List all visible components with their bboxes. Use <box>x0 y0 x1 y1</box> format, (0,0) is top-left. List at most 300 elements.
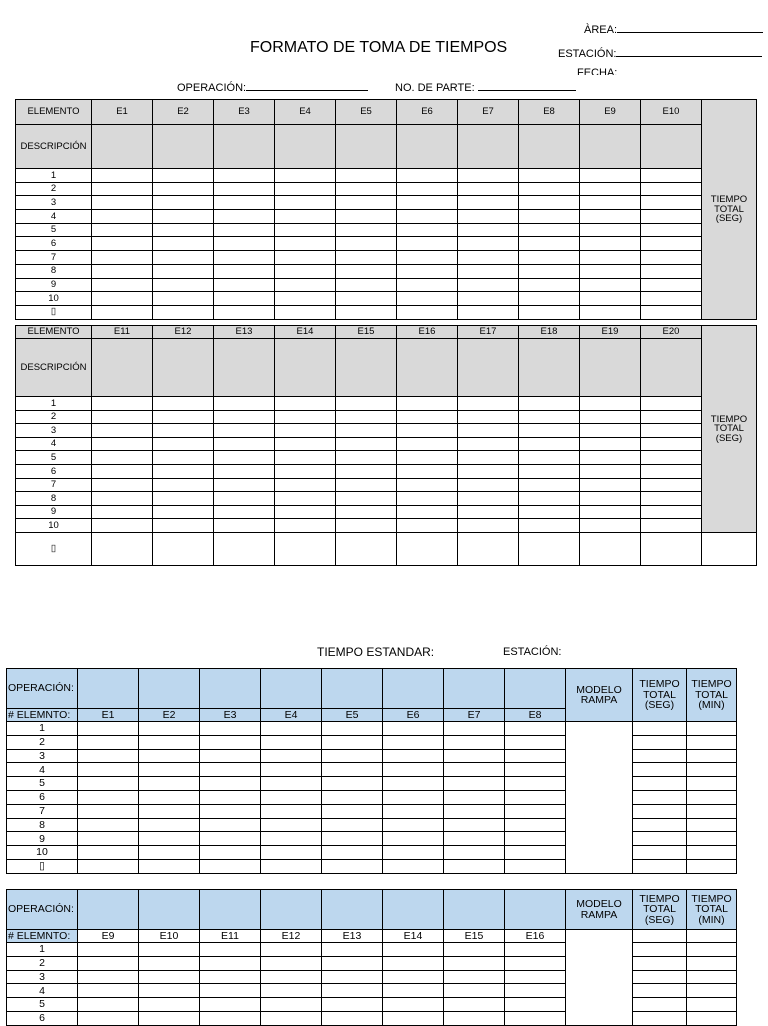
time-cell[interactable] <box>383 984 444 998</box>
time-cell[interactable] <box>200 818 261 832</box>
time-cell[interactable] <box>458 478 519 492</box>
seg-cell[interactable] <box>633 1011 687 1025</box>
descripcion-cell[interactable] <box>214 339 275 397</box>
time-cell[interactable] <box>505 818 566 832</box>
time-cell[interactable] <box>397 292 458 306</box>
time-cell[interactable] <box>261 998 322 1012</box>
time-cell[interactable] <box>336 251 397 265</box>
time-cell[interactable] <box>275 519 336 533</box>
time-cell[interactable] <box>214 397 275 411</box>
time-cell[interactable] <box>580 397 641 411</box>
descripcion-cell[interactable] <box>275 339 336 397</box>
time-cell[interactable] <box>397 251 458 265</box>
time-cell[interactable] <box>641 292 702 306</box>
time-cell[interactable] <box>92 464 153 478</box>
time-cell[interactable] <box>200 832 261 846</box>
time-cell[interactable] <box>641 182 702 196</box>
time-cell[interactable] <box>261 943 322 957</box>
area-field[interactable] <box>584 22 763 36</box>
time-cell[interactable] <box>92 169 153 183</box>
time-cell[interactable] <box>139 956 200 970</box>
time-cell[interactable] <box>444 1011 505 1025</box>
time-cell[interactable] <box>139 804 200 818</box>
time-cell[interactable] <box>397 492 458 506</box>
time-cell[interactable] <box>275 237 336 251</box>
sum-cell[interactable] <box>383 859 444 873</box>
sum-cell[interactable] <box>458 305 519 319</box>
time-cell[interactable] <box>261 804 322 818</box>
time-cell[interactable] <box>261 790 322 804</box>
sum-cell[interactable] <box>336 305 397 319</box>
time-cell[interactable] <box>519 519 580 533</box>
time-cell[interactable] <box>92 196 153 210</box>
time-cell[interactable] <box>519 278 580 292</box>
time-cell[interactable] <box>322 777 383 791</box>
time-cell[interactable] <box>641 264 702 278</box>
time-cell[interactable] <box>505 998 566 1012</box>
time-cell[interactable] <box>200 763 261 777</box>
time-cell[interactable] <box>641 478 702 492</box>
descripcion-cell[interactable] <box>519 339 580 397</box>
time-cell[interactable] <box>214 478 275 492</box>
operacion-cell[interactable] <box>322 669 383 709</box>
time-cell[interactable] <box>78 984 139 998</box>
time-cell[interactable] <box>336 210 397 224</box>
time-cell[interactable] <box>505 763 566 777</box>
time-cell[interactable] <box>505 777 566 791</box>
sum-cell[interactable] <box>275 532 336 565</box>
time-cell[interactable] <box>444 722 505 736</box>
time-cell[interactable] <box>200 722 261 736</box>
time-cell[interactable] <box>322 818 383 832</box>
min-cell[interactable] <box>687 930 737 943</box>
time-cell[interactable] <box>383 998 444 1012</box>
seg-cell[interactable] <box>633 970 687 984</box>
time-cell[interactable] <box>397 223 458 237</box>
time-cell[interactable] <box>505 790 566 804</box>
modelo-rampa-cell[interactable] <box>566 930 633 1026</box>
time-cell[interactable] <box>336 492 397 506</box>
time-cell[interactable] <box>214 278 275 292</box>
descripcion-cell[interactable] <box>641 339 702 397</box>
time-cell[interactable] <box>458 437 519 451</box>
sum-cell[interactable] <box>92 532 153 565</box>
time-cell[interactable] <box>214 424 275 438</box>
time-cell[interactable] <box>458 169 519 183</box>
time-cell[interactable] <box>153 519 214 533</box>
time-cell[interactable] <box>336 278 397 292</box>
seg-cell[interactable] <box>633 735 687 749</box>
descripcion-cell[interactable] <box>275 125 336 169</box>
time-cell[interactable] <box>78 763 139 777</box>
time-cell[interactable] <box>92 251 153 265</box>
time-cell[interactable] <box>275 505 336 519</box>
min-cell[interactable] <box>687 846 737 860</box>
time-cell[interactable] <box>92 410 153 424</box>
descripcion-cell[interactable] <box>336 125 397 169</box>
time-cell[interactable] <box>505 804 566 818</box>
time-cell[interactable] <box>641 237 702 251</box>
time-cell[interactable] <box>153 292 214 306</box>
time-cell[interactable] <box>275 464 336 478</box>
time-cell[interactable] <box>641 437 702 451</box>
time-cell[interactable] <box>580 182 641 196</box>
descripcion-cell[interactable] <box>580 125 641 169</box>
time-cell[interactable] <box>78 998 139 1012</box>
time-cell[interactable] <box>261 763 322 777</box>
time-cell[interactable] <box>580 210 641 224</box>
descripcion-cell[interactable] <box>519 125 580 169</box>
time-cell[interactable] <box>336 424 397 438</box>
seg-cell[interactable] <box>633 984 687 998</box>
seg-cell[interactable] <box>633 859 687 873</box>
sum-cell[interactable] <box>153 532 214 565</box>
time-cell[interactable] <box>275 292 336 306</box>
operacion-cell[interactable] <box>322 890 383 930</box>
time-cell[interactable] <box>641 451 702 465</box>
time-cell[interactable] <box>78 777 139 791</box>
time-cell[interactable] <box>458 292 519 306</box>
time-cell[interactable] <box>641 223 702 237</box>
time-cell[interactable] <box>458 264 519 278</box>
time-cell[interactable] <box>275 264 336 278</box>
operacion-field[interactable] <box>177 80 368 94</box>
time-cell[interactable] <box>444 943 505 957</box>
sum-cell[interactable] <box>397 532 458 565</box>
time-cell[interactable] <box>336 292 397 306</box>
time-cell[interactable] <box>92 210 153 224</box>
time-cell[interactable] <box>641 492 702 506</box>
time-cell[interactable] <box>322 984 383 998</box>
time-cell[interactable] <box>322 832 383 846</box>
time-cell[interactable] <box>78 735 139 749</box>
time-cell[interactable] <box>458 492 519 506</box>
descripcion-cell[interactable] <box>397 125 458 169</box>
min-cell[interactable] <box>687 818 737 832</box>
time-cell[interactable] <box>78 943 139 957</box>
time-cell[interactable] <box>397 196 458 210</box>
time-cell[interactable] <box>275 278 336 292</box>
descripcion-cell[interactable] <box>153 339 214 397</box>
time-cell[interactable] <box>397 278 458 292</box>
time-cell[interactable] <box>92 264 153 278</box>
time-cell[interactable] <box>383 970 444 984</box>
operacion-cell[interactable] <box>261 669 322 709</box>
time-cell[interactable] <box>458 182 519 196</box>
time-cell[interactable] <box>214 182 275 196</box>
min-cell[interactable] <box>687 859 737 873</box>
estacion-field[interactable] <box>558 46 762 60</box>
seg-cell[interactable] <box>633 832 687 846</box>
time-cell[interactable] <box>383 804 444 818</box>
time-cell[interactable] <box>458 196 519 210</box>
time-cell[interactable] <box>153 251 214 265</box>
time-cell[interactable] <box>275 182 336 196</box>
time-cell[interactable] <box>92 424 153 438</box>
time-cell[interactable] <box>580 292 641 306</box>
time-cell[interactable] <box>641 169 702 183</box>
time-cell[interactable] <box>200 998 261 1012</box>
time-cell[interactable] <box>261 818 322 832</box>
time-cell[interactable] <box>92 478 153 492</box>
descripcion-cell[interactable] <box>397 339 458 397</box>
time-cell[interactable] <box>92 237 153 251</box>
time-cell[interactable] <box>383 790 444 804</box>
sum-cell[interactable] <box>519 305 580 319</box>
operacion-cell[interactable] <box>139 890 200 930</box>
time-cell[interactable] <box>275 223 336 237</box>
time-cell[interactable] <box>444 846 505 860</box>
min-cell[interactable] <box>687 998 737 1012</box>
time-cell[interactable] <box>397 505 458 519</box>
time-cell[interactable] <box>519 437 580 451</box>
time-cell[interactable] <box>153 478 214 492</box>
time-cell[interactable] <box>214 210 275 224</box>
time-cell[interactable] <box>336 505 397 519</box>
time-cell[interactable] <box>641 464 702 478</box>
time-cell[interactable] <box>275 169 336 183</box>
time-cell[interactable] <box>214 492 275 506</box>
time-cell[interactable] <box>153 223 214 237</box>
min-cell[interactable] <box>687 749 737 763</box>
time-cell[interactable] <box>92 505 153 519</box>
time-cell[interactable] <box>153 278 214 292</box>
time-cell[interactable] <box>261 846 322 860</box>
time-cell[interactable] <box>383 763 444 777</box>
time-cell[interactable] <box>275 410 336 424</box>
time-cell[interactable] <box>641 505 702 519</box>
operacion-cell[interactable] <box>444 890 505 930</box>
time-cell[interactable] <box>444 735 505 749</box>
operacion-cell[interactable] <box>444 669 505 709</box>
time-cell[interactable] <box>336 397 397 411</box>
time-cell[interactable] <box>641 196 702 210</box>
time-cell[interactable] <box>458 223 519 237</box>
time-cell[interactable] <box>458 397 519 411</box>
time-cell[interactable] <box>580 278 641 292</box>
time-cell[interactable] <box>519 410 580 424</box>
time-cell[interactable] <box>139 846 200 860</box>
time-cell[interactable] <box>383 943 444 957</box>
operacion-cell[interactable] <box>78 669 139 709</box>
time-cell[interactable] <box>78 846 139 860</box>
time-cell[interactable] <box>519 223 580 237</box>
time-cell[interactable] <box>261 956 322 970</box>
operacion-cell[interactable] <box>383 890 444 930</box>
descripcion-cell[interactable] <box>92 339 153 397</box>
time-cell[interactable] <box>519 505 580 519</box>
time-cell[interactable] <box>505 722 566 736</box>
time-cell[interactable] <box>444 749 505 763</box>
time-cell[interactable] <box>580 464 641 478</box>
time-cell[interactable] <box>322 790 383 804</box>
time-cell[interactable] <box>78 818 139 832</box>
time-cell[interactable] <box>139 998 200 1012</box>
time-cell[interactable] <box>519 478 580 492</box>
time-cell[interactable] <box>397 478 458 492</box>
time-cell[interactable] <box>397 464 458 478</box>
time-cell[interactable] <box>78 790 139 804</box>
time-cell[interactable] <box>214 223 275 237</box>
time-cell[interactable] <box>92 437 153 451</box>
sum-cell[interactable] <box>458 532 519 565</box>
sum-cell[interactable] <box>92 305 153 319</box>
time-cell[interactable] <box>505 846 566 860</box>
time-cell[interactable] <box>444 984 505 998</box>
sum-cell[interactable] <box>580 305 641 319</box>
time-cell[interactable] <box>444 956 505 970</box>
time-cell[interactable] <box>139 943 200 957</box>
sum-cell[interactable] <box>444 859 505 873</box>
time-cell[interactable] <box>275 478 336 492</box>
descripcion-cell[interactable] <box>214 125 275 169</box>
time-cell[interactable] <box>383 956 444 970</box>
time-cell[interactable] <box>519 464 580 478</box>
time-cell[interactable] <box>444 970 505 984</box>
time-cell[interactable] <box>153 397 214 411</box>
min-cell[interactable] <box>687 943 737 957</box>
time-cell[interactable] <box>200 804 261 818</box>
time-cell[interactable] <box>275 397 336 411</box>
time-cell[interactable] <box>92 278 153 292</box>
time-cell[interactable] <box>200 749 261 763</box>
time-cell[interactable] <box>580 451 641 465</box>
time-cell[interactable] <box>92 182 153 196</box>
time-cell[interactable] <box>139 749 200 763</box>
time-cell[interactable] <box>580 196 641 210</box>
time-cell[interactable] <box>397 410 458 424</box>
time-cell[interactable] <box>78 804 139 818</box>
time-cell[interactable] <box>505 970 566 984</box>
time-cell[interactable] <box>444 818 505 832</box>
time-cell[interactable] <box>519 424 580 438</box>
time-cell[interactable] <box>153 451 214 465</box>
time-cell[interactable] <box>580 492 641 506</box>
time-cell[interactable] <box>397 210 458 224</box>
parte-field[interactable] <box>395 80 576 94</box>
time-cell[interactable] <box>139 790 200 804</box>
time-cell[interactable] <box>336 264 397 278</box>
min-cell[interactable] <box>687 763 737 777</box>
time-cell[interactable] <box>92 397 153 411</box>
operacion-cell[interactable] <box>200 890 261 930</box>
time-cell[interactable] <box>261 970 322 984</box>
time-cell[interactable] <box>336 169 397 183</box>
min-cell[interactable] <box>687 970 737 984</box>
sum-cell[interactable] <box>275 305 336 319</box>
time-cell[interactable] <box>383 832 444 846</box>
descripcion-cell[interactable] <box>580 339 641 397</box>
time-cell[interactable] <box>383 818 444 832</box>
time-cell[interactable] <box>444 777 505 791</box>
seg-cell[interactable] <box>633 790 687 804</box>
time-cell[interactable] <box>275 424 336 438</box>
descripcion-cell[interactable] <box>92 125 153 169</box>
time-cell[interactable] <box>336 182 397 196</box>
sum-cell[interactable] <box>336 532 397 565</box>
sum-cell[interactable] <box>214 305 275 319</box>
time-cell[interactable] <box>383 1011 444 1025</box>
min-cell[interactable] <box>687 984 737 998</box>
time-cell[interactable] <box>200 790 261 804</box>
time-cell[interactable] <box>322 749 383 763</box>
time-cell[interactable] <box>383 777 444 791</box>
time-cell[interactable] <box>261 722 322 736</box>
time-cell[interactable] <box>261 1011 322 1025</box>
time-cell[interactable] <box>336 519 397 533</box>
time-cell[interactable] <box>641 251 702 265</box>
time-cell[interactable] <box>505 1011 566 1025</box>
time-cell[interactable] <box>444 763 505 777</box>
time-cell[interactable] <box>200 943 261 957</box>
time-cell[interactable] <box>397 397 458 411</box>
time-cell[interactable] <box>444 804 505 818</box>
time-cell[interactable] <box>322 804 383 818</box>
time-cell[interactable] <box>444 832 505 846</box>
time-cell[interactable] <box>519 251 580 265</box>
time-cell[interactable] <box>92 492 153 506</box>
time-cell[interactable] <box>458 505 519 519</box>
time-cell[interactable] <box>444 998 505 1012</box>
time-cell[interactable] <box>214 451 275 465</box>
time-cell[interactable] <box>641 278 702 292</box>
time-cell[interactable] <box>139 777 200 791</box>
time-cell[interactable] <box>139 984 200 998</box>
time-cell[interactable] <box>322 722 383 736</box>
time-cell[interactable] <box>153 410 214 424</box>
seg-cell[interactable] <box>633 804 687 818</box>
time-cell[interactable] <box>580 237 641 251</box>
section2-estacion-label[interactable]: ESTACIÓN: <box>503 646 562 658</box>
time-cell[interactable] <box>519 196 580 210</box>
sum-cell[interactable] <box>641 532 702 565</box>
time-cell[interactable] <box>580 505 641 519</box>
time-cell[interactable] <box>505 943 566 957</box>
sum-cell[interactable] <box>397 305 458 319</box>
time-cell[interactable] <box>519 264 580 278</box>
time-cell[interactable] <box>519 397 580 411</box>
time-cell[interactable] <box>214 519 275 533</box>
time-cell[interactable] <box>322 998 383 1012</box>
time-cell[interactable] <box>200 777 261 791</box>
time-cell[interactable] <box>200 984 261 998</box>
time-cell[interactable] <box>505 832 566 846</box>
time-cell[interactable] <box>580 437 641 451</box>
time-cell[interactable] <box>641 519 702 533</box>
time-cell[interactable] <box>153 437 214 451</box>
time-cell[interactable] <box>275 492 336 506</box>
time-cell[interactable] <box>153 505 214 519</box>
time-cell[interactable] <box>322 1011 383 1025</box>
time-cell[interactable] <box>214 437 275 451</box>
time-cell[interactable] <box>519 451 580 465</box>
time-cell[interactable] <box>519 169 580 183</box>
time-cell[interactable] <box>580 223 641 237</box>
operacion-cell[interactable] <box>261 890 322 930</box>
seg-cell[interactable] <box>633 777 687 791</box>
time-cell[interactable] <box>397 237 458 251</box>
time-cell[interactable] <box>641 397 702 411</box>
time-cell[interactable] <box>200 970 261 984</box>
sum-cell[interactable] <box>322 859 383 873</box>
seg-cell[interactable] <box>633 846 687 860</box>
time-cell[interactable] <box>336 223 397 237</box>
time-cell[interactable] <box>322 846 383 860</box>
time-cell[interactable] <box>153 210 214 224</box>
time-cell[interactable] <box>214 251 275 265</box>
time-cell[interactable] <box>322 943 383 957</box>
modelo-rampa-cell[interactable] <box>566 722 633 874</box>
